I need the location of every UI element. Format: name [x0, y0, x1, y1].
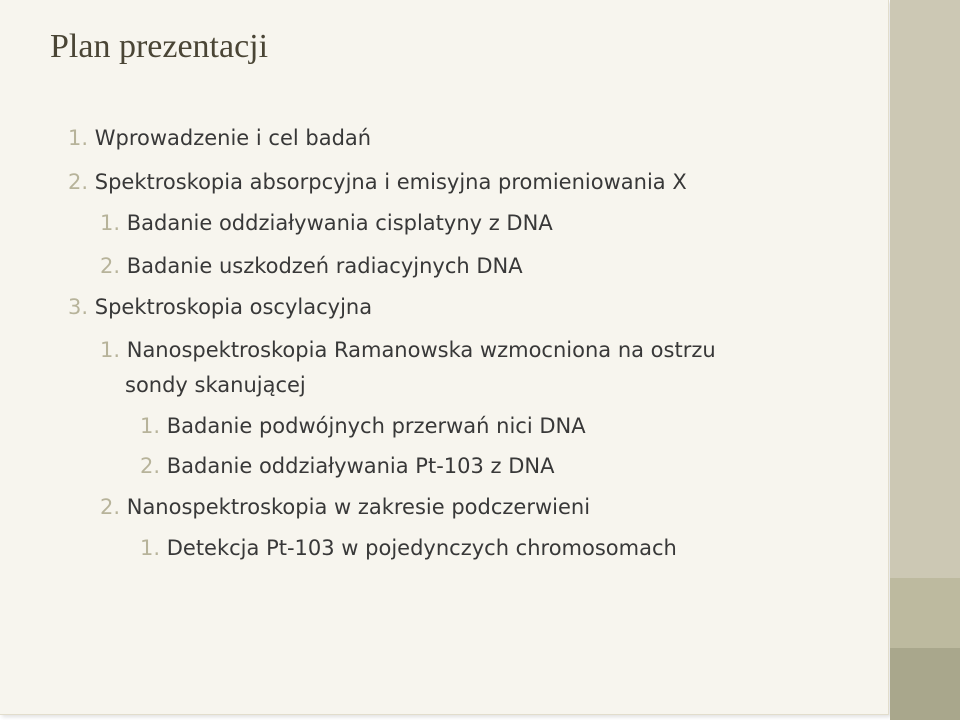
list-item — [140, 538, 677, 559]
list-item — [68, 297, 372, 318]
page-title: Plan prezentacji — [50, 28, 269, 65]
list-number: 1. — [68, 126, 89, 150]
list-number: 1. — [100, 211, 121, 235]
list-item — [100, 497, 590, 518]
list-text: Nanospektroskopia w zakresie podczerwieni — [126, 495, 591, 519]
list-text: Badanie oddziaływania cisplatyny z DNA — [126, 211, 553, 235]
stripe-band-light — [890, 578, 960, 648]
stripe-band-dark — [890, 648, 960, 720]
list-item — [100, 213, 553, 234]
list-text: Badanie oddziaływania Pt-103 z DNA — [166, 454, 555, 478]
list-number: 1. — [100, 338, 121, 362]
side-stripe — [890, 0, 960, 720]
list-text: Badanie uszkodzeń radiacyjnych DNA — [126, 254, 523, 278]
list-number: 3. — [68, 295, 89, 319]
list-item — [100, 256, 523, 277]
list-text: Detekcja Pt-103 w pojedynczych chromosomach — [166, 536, 677, 560]
list-number: 1. — [140, 536, 161, 560]
list-item — [140, 456, 555, 477]
list-text: sondy skanującej — [125, 373, 306, 397]
list-item — [68, 172, 687, 193]
list-text: Nanospektroskopia Ramanowska wzmocniona na ostrzu — [126, 338, 716, 362]
list-item — [140, 416, 586, 437]
list-text: Spektroskopia absorpcyjna i emisyjna promieniowania X — [94, 170, 687, 194]
list-text: Spektroskopia oscylacyjna — [94, 295, 373, 319]
list-text: Badanie podwójnych przerwań nici DNA — [166, 414, 586, 438]
list-text: Wprowadzenie i cel badań — [94, 126, 372, 150]
list-number: 2. — [100, 254, 121, 278]
list-item — [100, 340, 716, 361]
list-item-continuation — [125, 375, 306, 396]
list-number: 1. — [140, 414, 161, 438]
list-item — [68, 128, 371, 149]
list-number: 2. — [140, 454, 161, 478]
list-number: 2. — [100, 495, 121, 519]
list-number: 2. — [68, 170, 89, 194]
